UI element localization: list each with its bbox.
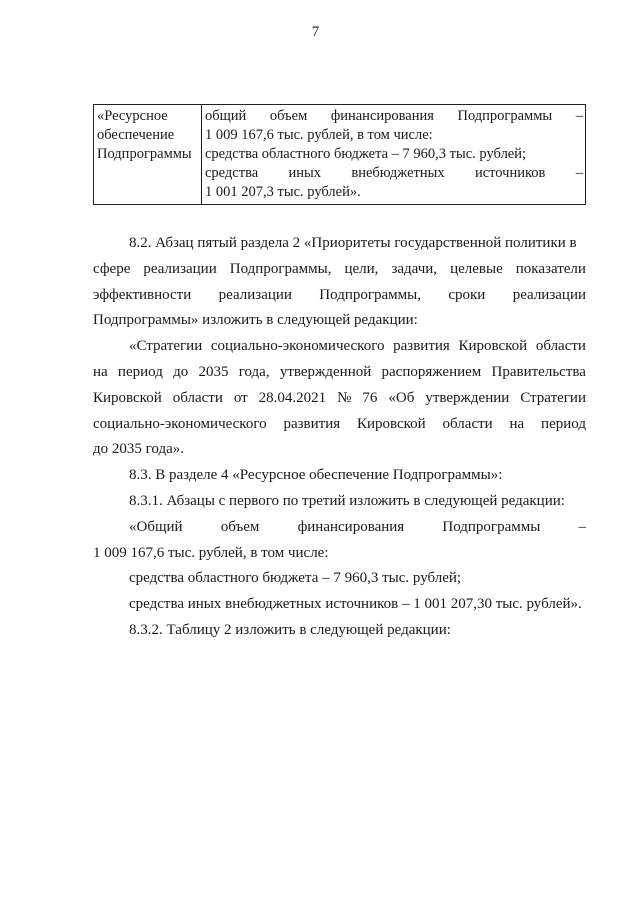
word: общий bbox=[205, 108, 247, 124]
word: на bbox=[93, 363, 108, 380]
word: – bbox=[578, 518, 586, 535]
word: период bbox=[541, 415, 586, 432]
word: сфере bbox=[93, 260, 131, 277]
word: социально-экономического bbox=[93, 415, 267, 432]
paragraph-regional-budget: средства областного бюджета – 7 960,3 тыс. рублей; bbox=[129, 570, 462, 587]
text-line bbox=[93, 257, 586, 283]
word: области bbox=[535, 338, 586, 355]
word: задачи, bbox=[391, 260, 438, 277]
word: реализации bbox=[218, 286, 292, 303]
paragraph-8-2 bbox=[93, 231, 586, 334]
word: эффективности bbox=[93, 286, 192, 303]
text-line bbox=[93, 334, 586, 360]
word: Кировской bbox=[356, 415, 426, 432]
word: № bbox=[337, 389, 352, 406]
text-line: до 2035 года». bbox=[93, 441, 185, 458]
word: финансирования bbox=[297, 518, 405, 535]
table-content-line: 1 009 167,6 тыс. рублей, в том числе: bbox=[205, 127, 433, 143]
paragraph-8-3-2: 8.3.2. Таблицу 2 изложить в следующей редакции: bbox=[129, 621, 451, 638]
text-line: 8.2. Абзац пятый раздела 2 «Приоритеты государственной политики в bbox=[129, 235, 577, 251]
word: – bbox=[575, 108, 583, 124]
table-label-line: Подпрограммы bbox=[97, 146, 192, 162]
table-label-line: «Ресурсное bbox=[97, 108, 168, 124]
table-label-line: обеспечение bbox=[97, 127, 175, 143]
word: Подпрограммы bbox=[442, 518, 541, 535]
paragraph-strategy bbox=[93, 334, 586, 463]
word: средства bbox=[205, 165, 259, 181]
word: 2035 bbox=[198, 363, 229, 380]
word: области bbox=[172, 389, 223, 406]
word: реализации bbox=[143, 260, 217, 277]
text-line bbox=[93, 283, 586, 309]
text-line bbox=[93, 360, 586, 386]
word: «Стратегии bbox=[129, 338, 203, 355]
resource-table bbox=[93, 104, 586, 205]
word: реализации bbox=[512, 286, 586, 303]
document-body bbox=[93, 231, 586, 644]
text-line: 1 009 167,6 тыс. рублей, в том числе: bbox=[93, 544, 329, 561]
word: сроки bbox=[448, 286, 486, 303]
word: «Общий bbox=[129, 518, 183, 535]
table-content-line: 1 001 207,3 тыс. рублей». bbox=[205, 184, 361, 200]
word: объем bbox=[269, 108, 308, 124]
word: Кировской bbox=[93, 389, 162, 406]
word: года, bbox=[238, 363, 270, 380]
word: источников bbox=[474, 165, 546, 181]
word: Кировской bbox=[458, 338, 528, 355]
paragraph-total-funding bbox=[93, 515, 586, 567]
paragraph-extrabudgetary: средства иных внебюджетных источников – 1 001 207,30 тыс. рублей». bbox=[129, 596, 582, 613]
word: целевые bbox=[450, 260, 503, 277]
word: развития bbox=[283, 415, 341, 432]
word: Подпрограммы bbox=[457, 108, 553, 124]
table-content-cell bbox=[202, 105, 586, 205]
word: – bbox=[575, 165, 583, 181]
word: до bbox=[173, 363, 189, 380]
word: Подпрограммы, bbox=[229, 260, 332, 277]
word: распоряжением bbox=[381, 363, 482, 380]
table-content-line: средства областного бюджета – 7 960,3 тыс. рублей; bbox=[205, 146, 527, 162]
word: 76 bbox=[362, 389, 378, 406]
text-line bbox=[93, 412, 586, 438]
table-row bbox=[94, 105, 586, 205]
word: период bbox=[117, 363, 163, 380]
word: от bbox=[233, 389, 248, 406]
word: показатели bbox=[515, 260, 586, 277]
text-line bbox=[93, 515, 586, 541]
table-content-line bbox=[205, 107, 583, 126]
word: области bbox=[442, 415, 493, 432]
word: Правительства bbox=[491, 363, 586, 380]
word: внебюджетных bbox=[351, 165, 445, 181]
word: цели, bbox=[344, 260, 379, 277]
word: иных bbox=[288, 165, 322, 181]
word: развития bbox=[393, 338, 450, 355]
text-line: Подпрограммы» изложить в следующей редакции: bbox=[93, 312, 418, 329]
word: 28.04.2021 bbox=[258, 389, 327, 406]
word: утверждении bbox=[425, 389, 510, 406]
word: Подпрограммы, bbox=[319, 286, 421, 303]
paragraph-8-3: 8.3. В разделе 4 «Ресурсное обеспечение Подпрограммы»: bbox=[129, 467, 503, 484]
word: утвержденной bbox=[279, 363, 372, 380]
paragraph-8-3-1: 8.3.1. Абзацы с первого по третий изложить в следующей редакции: bbox=[129, 492, 565, 509]
word: социально-экономического bbox=[210, 338, 385, 355]
word: объем bbox=[220, 518, 260, 535]
table-label-cell bbox=[94, 105, 202, 205]
text-line bbox=[93, 386, 586, 412]
word: «Об bbox=[388, 389, 415, 406]
word: финансирования bbox=[330, 108, 434, 124]
page-number: 7 bbox=[311, 24, 320, 40]
table-content-line bbox=[205, 164, 583, 183]
word: на bbox=[509, 415, 525, 432]
word: Стратегии bbox=[520, 389, 586, 406]
